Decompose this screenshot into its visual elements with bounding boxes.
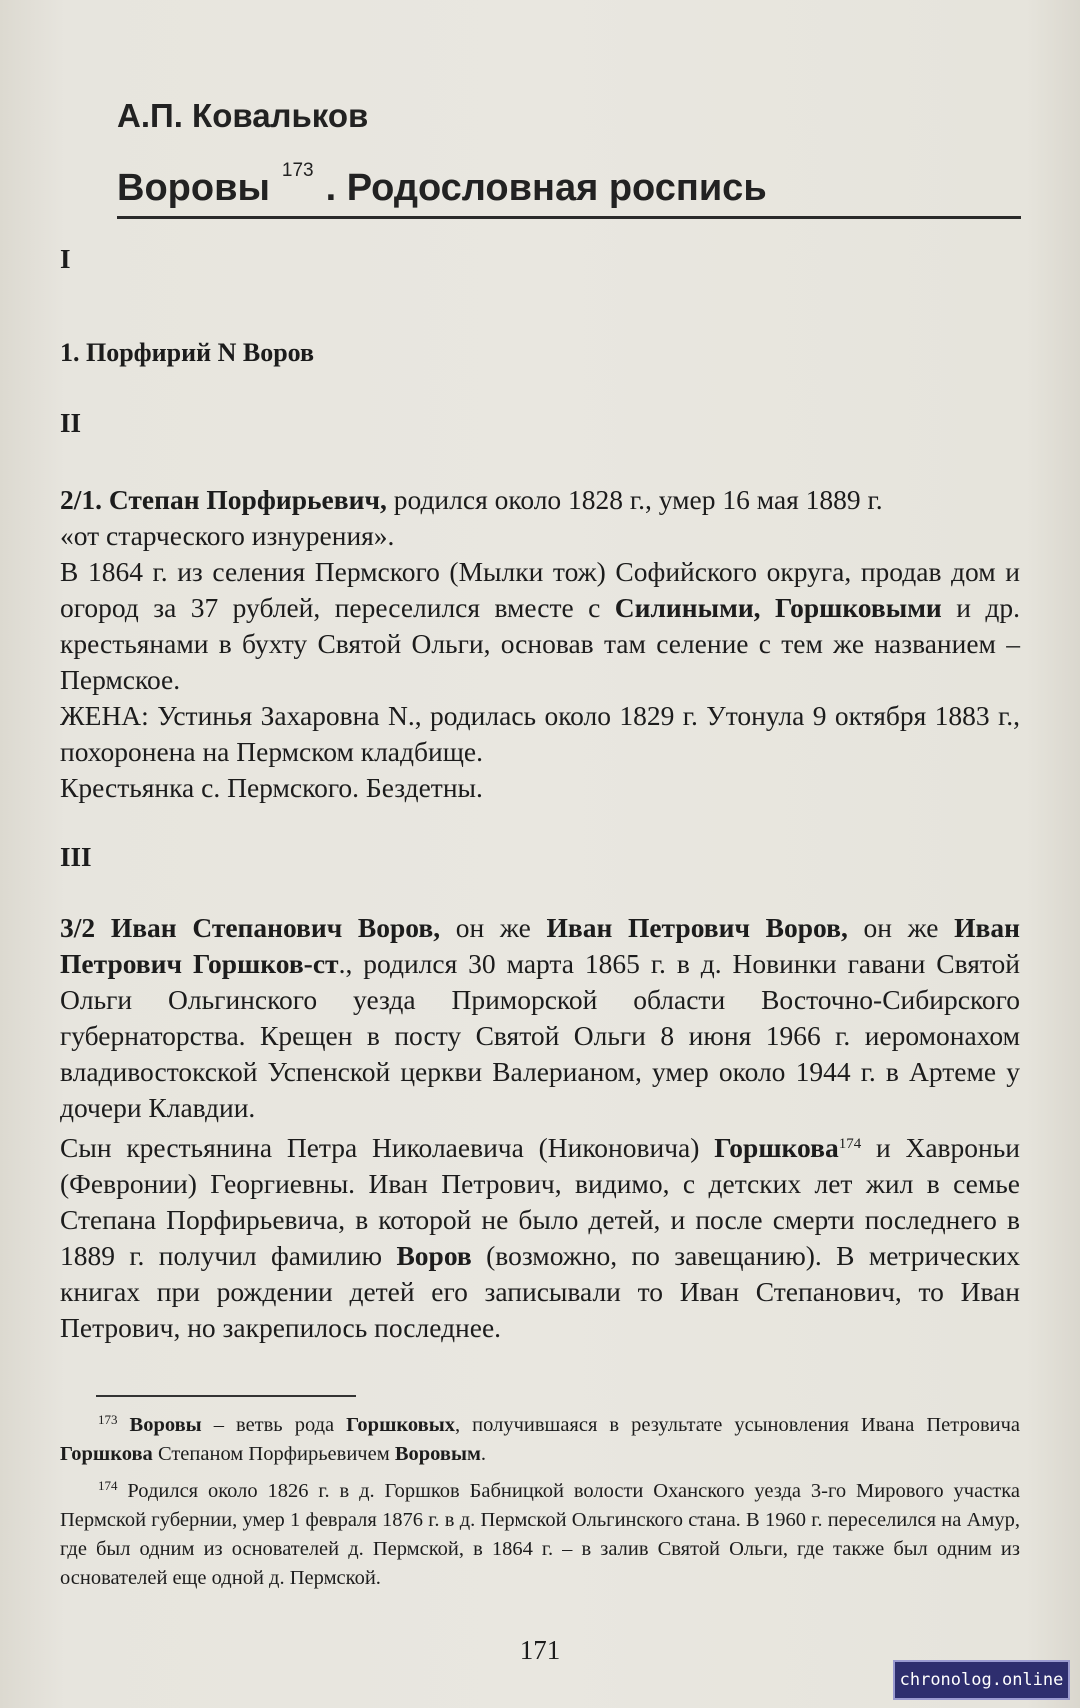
- wife-note: Крестьянка с. Пермского. Бездетны.: [60, 772, 483, 803]
- fn173-vorovy: Воровы: [129, 1414, 202, 1436]
- parents-text-a: Сын крестьянина Петра Николаевича (Никоновича): [60, 1132, 715, 1163]
- generation-1-entry: 1. Порфирий N Воров: [60, 338, 315, 367]
- page-title: [117, 160, 1017, 210]
- footnote-174-text: Родился около 1826 г. в д. Горшков Бабницкой волости Оханского уезда 3-го Мирового участка Пермской губернии, умер 1 февраля 1876 г. в д. Пермской Ольгинского стана. В 1960 г. переселился на Амур, где был одним из основателей д. Пермской, в 1864 г. – в залив Святой Ольги, где также был одним из основателей еще одной д. Пермской.: [60, 1480, 1020, 1589]
- footnote-173-number: 173: [98, 1412, 118, 1427]
- death-cause: «от старческого изнурения».: [60, 520, 395, 551]
- entry-dates: родился около 1828 г., умер 16 мая 1889 г.: [386, 484, 883, 515]
- fn173-gorshkova: Горшкова: [60, 1443, 153, 1465]
- name-gorshkova: Горшкова: [714, 1132, 839, 1163]
- migration-text-d: и др. крестьянами в бухту Святой Ольги, основав там селение с тем же названием – Пермское.: [60, 592, 1020, 695]
- title-underline: [117, 216, 1021, 219]
- title-rest: . Родословная роспись: [325, 167, 767, 209]
- generation-1-numeral: I: [60, 244, 71, 274]
- footnote-174-number: 174: [98, 1478, 118, 1493]
- fn173-text-d: , получившаяся в результате усыновления Ивана Петровича: [454, 1414, 1020, 1436]
- title-footnote-ref[interactable]: 173: [281, 160, 314, 181]
- parents-text-c: и Хавроньи (Февронии) Георгиевны. Иван Петрович, видимо, с детских лет жил в семье Степана Порфирьевича, в которой не было детей, и после смерти последнего в 1889 г. получил фамилию: [60, 1132, 1021, 1271]
- generation-3-numeral: III: [60, 842, 92, 872]
- author-name: А.П. Ковальков: [117, 97, 369, 134]
- migration-text-a: В 1864 г. из селения Пермского (Мылки тож) Софийского округа, продав дом и огород за 37 рублей, переселился вместе с: [60, 556, 1020, 623]
- generation-2-numeral: II: [60, 408, 82, 438]
- footnote-ref-174[interactable]: 174: [838, 1136, 862, 1152]
- parents-text-e: (возможно, по завещанию). В метрических книгах при рождении детей его записывали то Иван Степанович, то Иван Петрович, но закрепилось последнее.: [60, 1240, 1020, 1343]
- name-silin: Силиными,: [614, 592, 761, 623]
- generation-2-entry: [60, 482, 1020, 518]
- wife-paragraph: ЖЕНА: Устинья Захаровна N., родилась около 1829 г. Утонула 9 октября 1883 г., похоронена на Пермском кладбище.: [60, 700, 1020, 767]
- entry-name-ivan-stepanovich: 3/2 Иван Степанович Воров,: [60, 912, 441, 943]
- title-main: Воровы: [117, 167, 270, 209]
- fn173-period: .: [480, 1443, 487, 1465]
- footnotes: [60, 1405, 1020, 1595]
- footnote-174: [60, 1471, 1020, 1593]
- entry-biography: ., родился 30 марта 1865 г. в д. Новинки гавани Святой Ольги Ольгинского уезда Приморской области Восточно-Сибирского губернаторства. Крещен в посту Святой Ольги 8 июня 1966 г. иеромонахом владивостокской Успенской церкви Валерианом, умер около 1944 г. в Артеме у дочери Клавдии.: [60, 948, 1020, 1123]
- generation-2-body: [60, 482, 1020, 806]
- generation-3-body: [60, 910, 1020, 1346]
- entry-name-gorshkov-st: Иван Петрович Горшков-ст: [60, 912, 1021, 979]
- footnote-173: [60, 1405, 1020, 1469]
- generation-3-entry: [60, 910, 1020, 1126]
- fn173-vorovym: Воровым: [394, 1443, 481, 1465]
- conj-1: он же: [440, 912, 547, 943]
- fn173-text-f: Степаном Порфирьевичем: [152, 1443, 395, 1465]
- entry-name-ivan-petrovich: Иван Петрович Воров,: [546, 912, 848, 943]
- name-vorov: Воров: [396, 1240, 472, 1271]
- watermark-badge[interactable]: chronolog.online: [893, 1660, 1070, 1700]
- page-number: 171: [519, 1635, 561, 1665]
- fn173-gorshkovyh: Горшковых: [346, 1414, 455, 1436]
- fn173-text-b: – ветвь рода: [201, 1414, 347, 1436]
- conj-2: он же: [847, 912, 955, 943]
- parents-paragraph: [60, 1126, 1020, 1346]
- entry-name-stepan: 2/1. Степан Порфирьевич,: [60, 484, 387, 515]
- migration-paragraph: [60, 554, 1020, 698]
- name-gorshkov: Горшковыми: [774, 592, 942, 623]
- footnote-separator: [96, 1395, 356, 1397]
